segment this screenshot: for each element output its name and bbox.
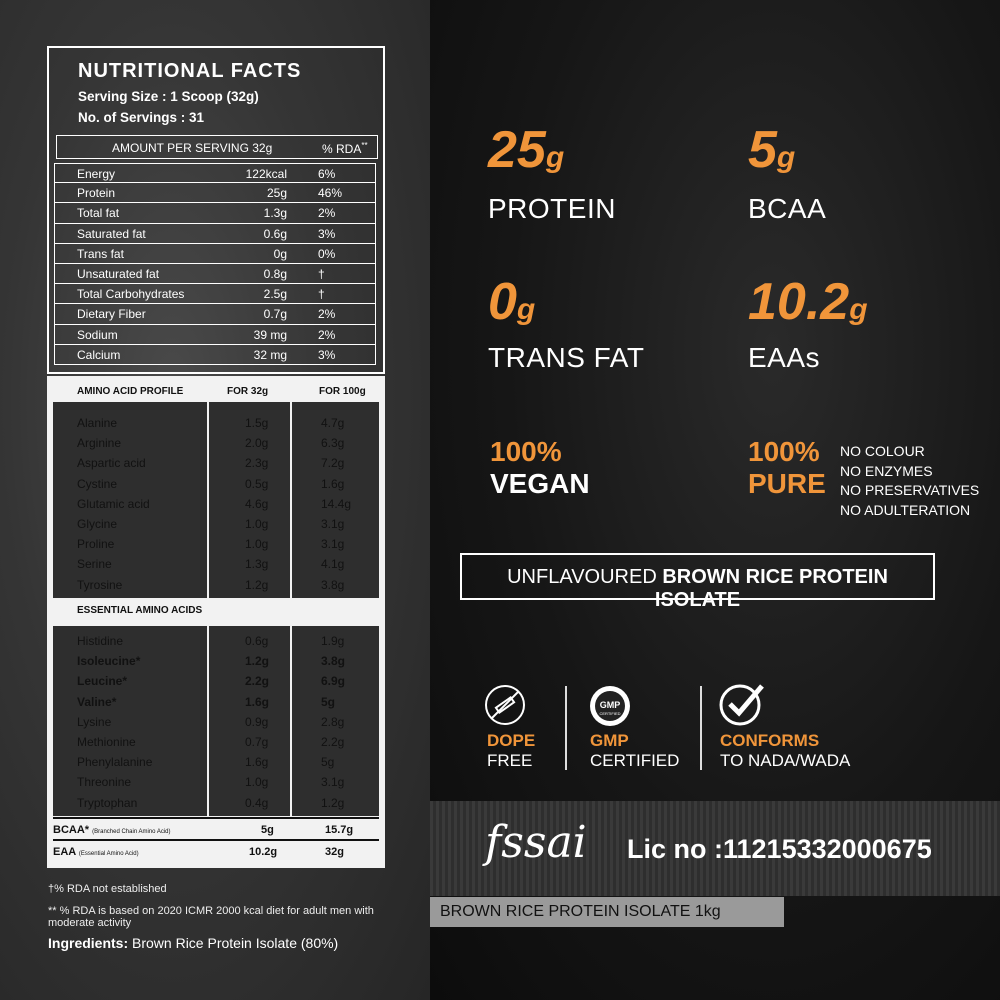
nutrition-row: Trans fat 0g 0% <box>54 244 376 264</box>
vegan-percent: 100% <box>490 436 562 467</box>
rda-note: †% RDA not established <box>48 883 167 895</box>
nutrition-rows <box>54 163 376 365</box>
nutrition-row: Unsaturated fat 0.8g † <box>54 264 376 284</box>
nutrition-row: Dietary Fiber 0.7g 2% <box>54 304 376 324</box>
eaas-label: EAAs <box>748 342 821 373</box>
for-32g-heading: FOR 32g <box>227 386 269 397</box>
gmp-seal-icon <box>588 684 632 728</box>
nutrition-row: Energy 122kcal 6% <box>54 163 376 183</box>
purity-claims <box>840 442 979 520</box>
essential-heading: ESSENTIAL AMINO ACIDS <box>77 605 203 616</box>
nutrition-row: Sodium 39 mg 2% <box>54 325 376 345</box>
protein-label: PROTEIN <box>488 193 616 224</box>
amino-row: Proline 1.0g 3.1g <box>77 537 345 552</box>
amount-header: AMOUNT PER SERVING 32g <box>112 141 273 155</box>
servings-count: No. of Servings : 31 <box>78 110 205 125</box>
gmp-sub: CERTIFIED <box>590 751 680 770</box>
eaa-row: EAA (Essential Amino Acid) 10.2g 32g <box>53 839 379 861</box>
amino-row: Arginine 2.0g 6.3g <box>77 436 345 451</box>
svg-text:GMP: GMP <box>599 700 621 710</box>
divider <box>700 686 702 770</box>
divider <box>565 686 567 770</box>
amino-row: Histidine 0.6g 1.9g <box>77 634 345 648</box>
nutrition-row: Calcium 32 mg 3% <box>54 345 376 365</box>
pure-percent: 100% <box>748 436 820 467</box>
bcaa-label: BCAA <box>748 193 827 224</box>
dope-title: DOPE <box>487 731 536 750</box>
amino-profile-heading: AMINO ACID PROFILE <box>77 386 184 397</box>
nutrition-row: Total fat 1.3g 2% <box>54 203 376 223</box>
amino-acid-table <box>47 376 385 868</box>
dope-sub: FREE <box>487 751 533 770</box>
serving-size: Serving Size : 1 Scoop (32g) <box>78 89 259 104</box>
amino-row: Phenylalanine 1.6g 5g <box>77 755 335 770</box>
nutrition-header <box>56 135 378 159</box>
amino-row: Valine* 1.6g 5g <box>77 694 336 709</box>
trans-fat-label: TRANS FAT <box>488 342 645 373</box>
nutrition-title: NUTRITIONAL FACTS <box>78 60 302 82</box>
check-circle-icon <box>718 680 766 728</box>
vegan-label: VEGAN <box>490 468 590 499</box>
claim-item: NO PRESERVATIVES <box>840 482 980 498</box>
ingredients: Ingredients: Brown Rice Protein Isolate (80%) <box>48 935 339 951</box>
for-100g-heading: FOR 100g <box>319 386 366 397</box>
claim-item: NO COLOUR <box>840 443 925 459</box>
fssai-logo: fssai <box>485 817 587 868</box>
amino-row: Tryptophan 0.4g 1.2g <box>77 795 345 810</box>
gmp-title: GMP <box>590 731 629 750</box>
bcaa-row: BCAA* (Branched Chain Amino Acid) 5g 15.7g <box>53 817 379 839</box>
amino-row: Glycine 1.0g 3.1g <box>77 517 345 531</box>
product-title-box: UNFLAVOURED BROWN RICE PROTEIN ISOLATE <box>460 553 935 600</box>
amino-row: Glutamic acid 4.6g 14.4g <box>77 496 352 511</box>
no-syringe-icon <box>484 684 526 726</box>
amino-row: Tyrosine 1.2g 3.8g <box>77 577 345 592</box>
conforms-sub: TO NADA/WADA <box>720 751 851 770</box>
eaas-value: 10.2g <box>748 273 868 331</box>
product-name-label: BROWN RICE PROTEIN ISOLATE 1kg <box>430 897 784 927</box>
amino-row: Leucine* 2.2g 6.9g <box>77 674 346 689</box>
claim-item: NO ENZYMES <box>840 462 933 479</box>
conforms-title: CONFORMS <box>720 731 820 750</box>
amino-row: Isoleucine* 1.2g 3.8g <box>77 654 346 669</box>
svg-text:CERTIFIED: CERTIFIED <box>599 711 621 716</box>
trans-fat-value: 0g <box>488 273 536 331</box>
rda-basis-note: ** % RDA is based on 2020 ICMR 2000 kcal diet for adult men with moderate activity <box>48 905 374 929</box>
amino-row: Aspartic acid 2.3g 7.2g <box>77 456 345 471</box>
amino-row: Methionine 0.7g 2.2g <box>77 735 345 749</box>
amino-row: Lysine 0.9g 2.8g <box>77 714 345 729</box>
pure-label: PURE <box>748 468 826 499</box>
amino-row: Cystine 0.5g 1.6g <box>77 476 345 491</box>
nutrition-row: Protein 25g 46% <box>54 183 376 203</box>
amino-row: Alanine 1.5g 4.7g <box>77 416 345 430</box>
protein-value: 25g <box>488 121 565 179</box>
license-number: Lic no :11215332000675 <box>627 834 932 864</box>
claim-item: NO ADULTERATION <box>840 501 971 518</box>
nutrition-row: Total Carbohydrates 2.5g † <box>54 284 376 304</box>
amino-row: Threonine 1.0g 3.1g <box>77 775 345 790</box>
bcaa-value: 5g <box>748 121 796 179</box>
amino-row: Serine 1.3g 4.1g <box>77 557 345 572</box>
rda-header: % RDA** <box>322 141 368 156</box>
nutrition-row: Saturated fat 0.6g 3% <box>54 224 376 244</box>
